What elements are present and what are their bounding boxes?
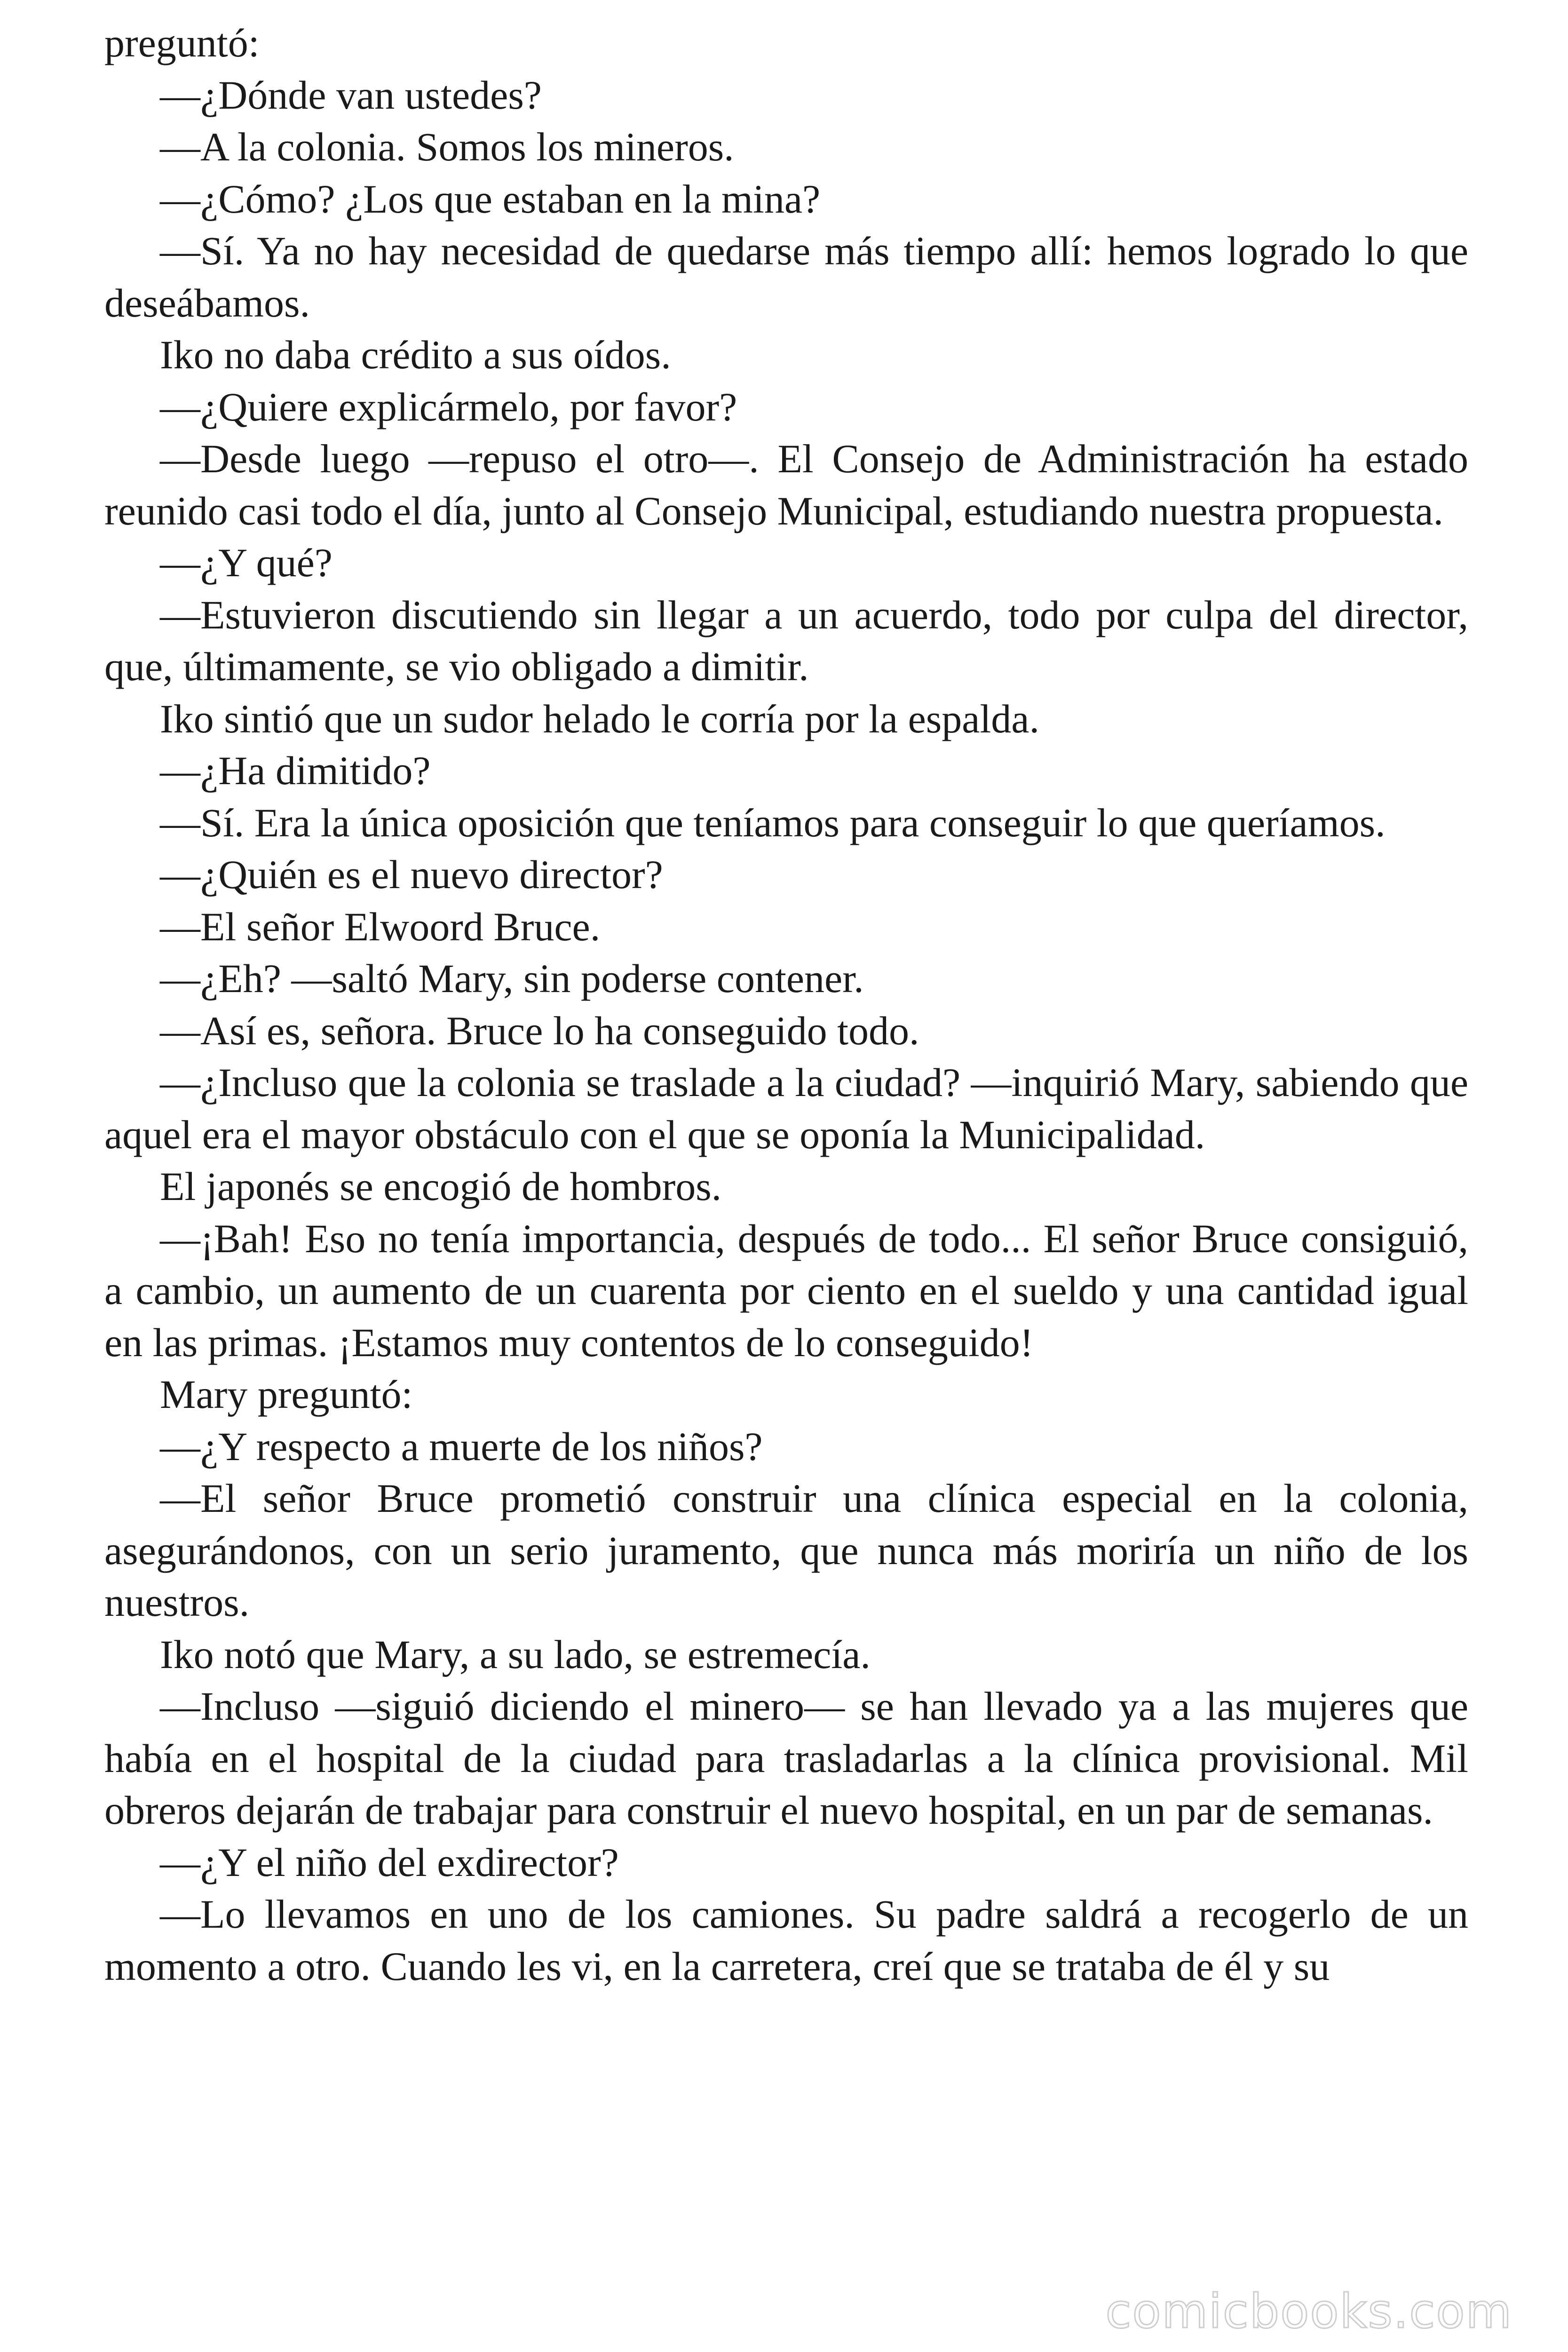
paragraph: —Así es, señora. Bruce lo ha conseguido todo. xyxy=(160,1008,919,1053)
paragraph: Iko notó que Mary, a su lado, se estremecía. xyxy=(160,1631,871,1677)
watermark: comicbooks.com xyxy=(1105,2284,1513,2339)
paragraph: —¿Eh? —saltó Mary, sin poderse contener. xyxy=(160,956,864,1001)
paragraph: —Desde luego —repuso el otro—. El Consejo de Administración ha estado reunido casi todo el día, junto al Consejo Municipal, estudiando nuestra propuesta. xyxy=(104,436,1468,533)
paragraph: —Lo llevamos en uno de los camiones. Su padre saldrá a recogerlo de un momento a otro. Cuando les vi, en la carretera, creí que se trataba de él y su xyxy=(104,1891,1468,1989)
paragraph: —Incluso —siguió diciendo el minero— se han llevado ya a las mujeres que había en el hospital de la ciudad para trasladarlas a la clínica provisional. Mil obreros dejarán de trabajar para construir el nuevo hospital, en un par de semanas. xyxy=(104,1684,1468,1833)
page-text xyxy=(104,17,1468,1992)
paragraph: Mary preguntó: xyxy=(160,1372,413,1417)
paragraph: —Sí. Ya no hay necesidad de quedarse más tiempo allí: hemos logrado lo que deseábamos. xyxy=(104,228,1468,326)
paragraph: —El señor Bruce prometió construir una clínica especial en la colonia, asegurándonos, con un serio juramento, que nunca más moriría un niño de los nuestros. xyxy=(104,1476,1468,1625)
paragraph: —¿Y respecto a muerte de los niños? xyxy=(160,1423,763,1469)
paragraph: —Sí. Era la única oposición que teníamos para conseguir lo que queríamos. xyxy=(160,800,1386,845)
paragraph: —El señor Elwoord Bruce. xyxy=(160,904,601,949)
paragraph: —Estuvieron discutiendo sin llegar a un acuerdo, todo por culpa del director, que, últimamente, se vio obligado a dimitir. xyxy=(104,592,1468,689)
paragraph: —A la colonia. Somos los mineros. xyxy=(160,124,734,169)
paragraph: —¿Y el niño del exdirector? xyxy=(160,1839,619,1885)
paragraph: —¡Bah! Eso no tenía importancia, después de todo... El señor Bruce consiguió, a cambio, un aumento de un cuarenta por ciento en el sueldo y una cantidad igual en las primas. ¡Estamos muy contentos de lo conseguido! xyxy=(104,1216,1468,1365)
paragraph: Iko sintió que un sudor helado le corría por la espalda. xyxy=(160,696,1039,741)
paragraph: —¿Quiere explicármelo, por favor? xyxy=(160,384,737,429)
paragraph: El japonés se encogió de hombros. xyxy=(160,1164,722,1209)
paragraph: —¿Incluso que la colonia se traslade a la ciudad? —inquirió Mary, sabiendo que aquel era el mayor obstáculo con el que se oponía la Municipalidad. xyxy=(104,1060,1468,1157)
paragraph: —¿Cómo? ¿Los que estaban en la mina? xyxy=(160,176,821,222)
paragraph: —¿Y qué? xyxy=(160,540,333,585)
paragraph: —¿Ha dimitido? xyxy=(160,748,431,793)
paragraph: —¿Quién es el nuevo director? xyxy=(160,852,663,897)
paragraph: Iko no daba crédito a sus oídos. xyxy=(160,332,671,377)
paragraph: —¿Dónde van ustedes? xyxy=(160,72,542,118)
paragraph: preguntó: xyxy=(104,20,260,65)
